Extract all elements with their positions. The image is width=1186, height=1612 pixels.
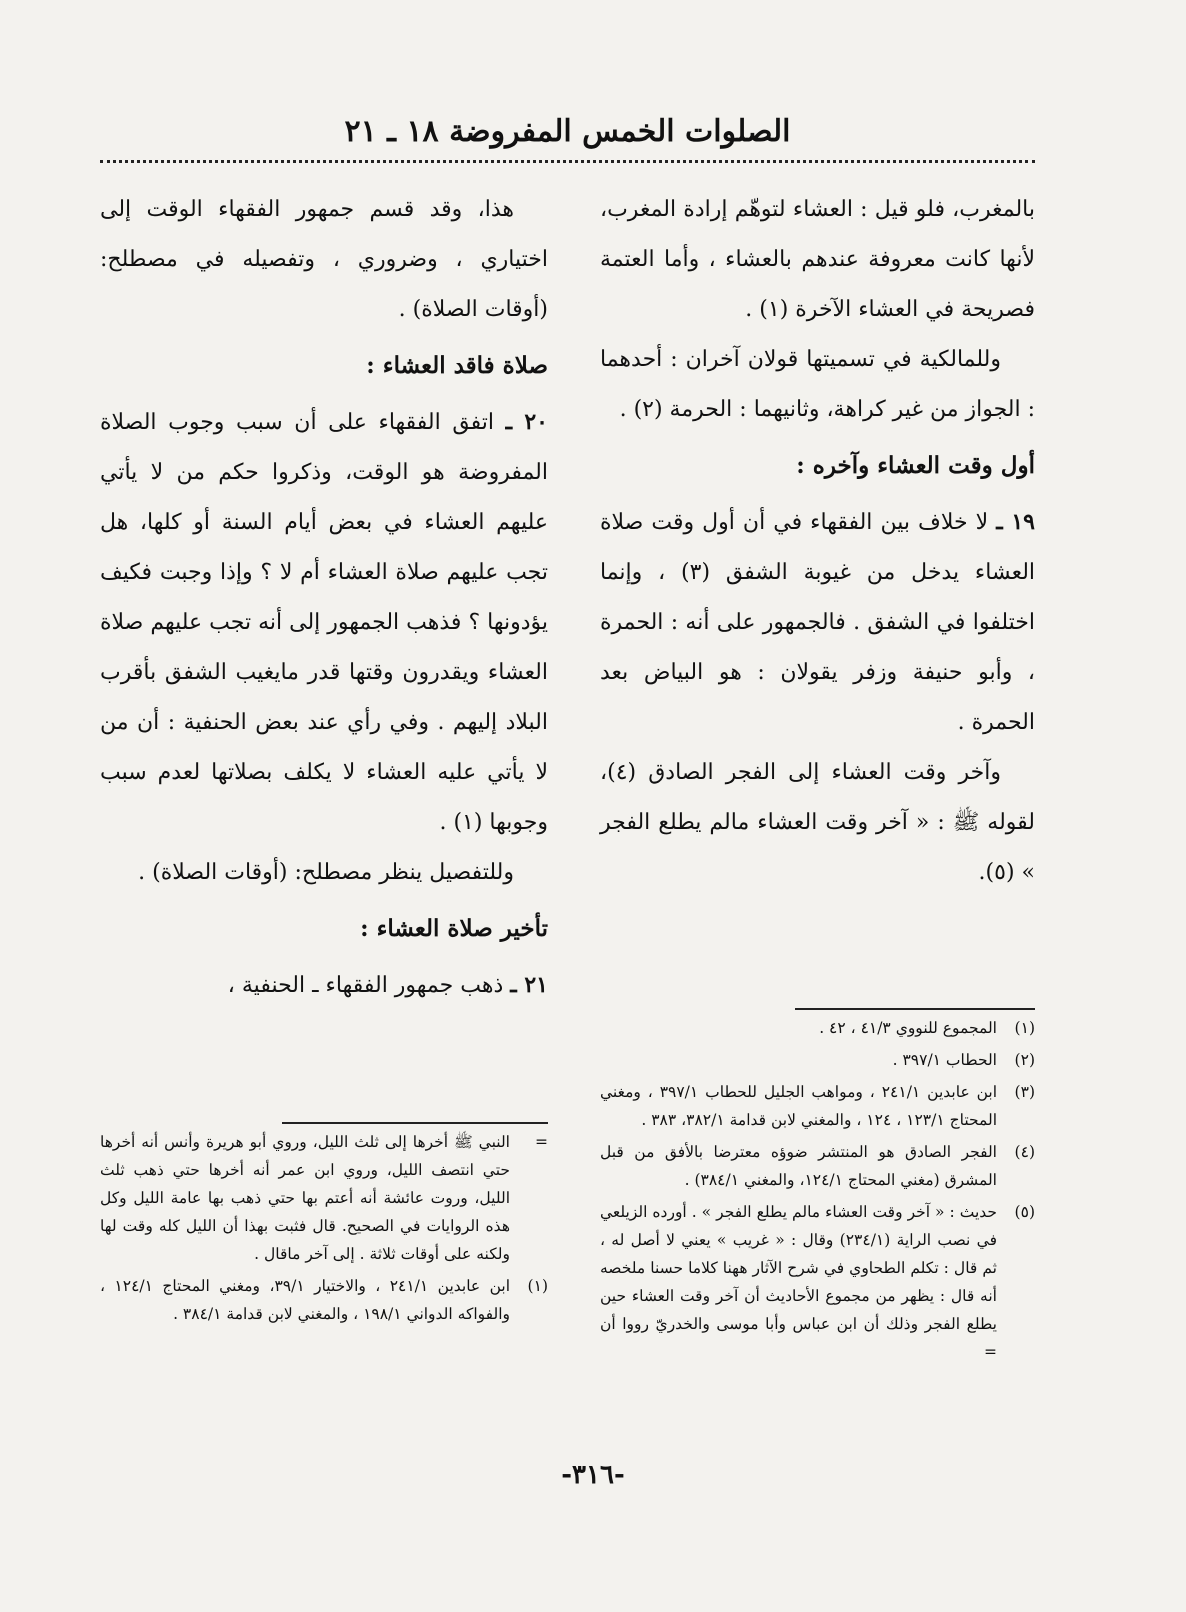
footnote-text: النبي ﷺ أخرها إلى ثلث الليل، وروي أبو هريرة وأنس أنه أخرها حتي انتصف الليل، وروي ابن عمر أنه أخرها حتي ذهب ثلث الليل، وروت عائشة أنه أعتم بها حتي ذهب بها عامة الليل وكل هذه الروايات في الصحيح. قال فثبت بهذا أن الليل كله وقت لها ولكنه على أوقات ثلاثة . إلى آخر ماقال . <box>100 1133 510 1263</box>
section-number: ٢٠ ـ <box>505 409 548 435</box>
footnote <box>100 1128 548 1268</box>
footnote-marker: (٤) <box>1014 1143 1035 1161</box>
paragraph-text: اتفق الفقهاء على أن سبب وجوب الصلاة المفروضة هو الوقت، وذكروا حكم من لا يأتي عليهم العشاء في بعض أيام السنة أو كلها، هل تجب عليهم صلاة العشاء أم لا ؟ وإذا وجبت فكيف يؤدونها ؟ فذهب الجمهور إلى أنه تجب عليهم صلاة العشاء ويقدرون وقتها قدر مايغيب الشفق بأقرب البلاد إليهم . وفي رأي عند بعض الحنفية : أن من لا يأتي عليه العشاء لا يكلف بصلاتها لعدم سبب وجوبها (١) . <box>100 410 548 835</box>
footnote <box>600 1198 1035 1366</box>
paragraph <box>600 497 1035 748</box>
footnote-text: ابن عابدين ٢٤١/١ ، ومواهب الجليل للحطاب ٣٩٧/١ ، ومغني المحتاج ١٢٣/١ ، ١٢٤ ، والمغني لابن قدامة ٣٨٢/١، ٣٨٣ . <box>600 1083 998 1129</box>
paragraph: وللمالكية في تسميتها قولان آخران : أحدهما : الجواز من غير كراهة، وثانيهما : الحرمة (٢) . <box>600 347 1035 422</box>
running-header: الصلوات الخمس المفروضة ١٨ ـ ٢١ <box>344 114 791 149</box>
footnotes-left <box>100 1128 548 1332</box>
section-heading: تأخير صلاة العشاء : <box>360 915 548 942</box>
paragraph <box>100 397 548 848</box>
footnote-text: الحطاب ٣٩٧/١ . <box>892 1051 997 1069</box>
footnote-marker: (٢) <box>1014 1051 1035 1069</box>
paragraph <box>100 960 548 1011</box>
paragraph-text: لا خلاف بين الفقهاء في أن أول وقت صلاة العشاء يدخل من غيوبة الشفق (٣) ، وإنما اختلفوا في الشفق . فالجمهور على أنه : الحمرة ، وأبو حنيفة وزفر يقولان : هو البياض بعد الحمرة . <box>600 510 1036 735</box>
footnote <box>100 1272 548 1328</box>
right-column <box>600 185 1035 898</box>
footnote-marker: (٥) <box>1014 1203 1035 1221</box>
footnote <box>600 1078 1035 1134</box>
section-heading: أول وقت العشاء وآخره : <box>796 452 1035 479</box>
footnote <box>600 1014 1035 1042</box>
footnote <box>600 1046 1035 1074</box>
left-column <box>100 185 548 1011</box>
paragraph: وآخر وقت العشاء إلى الفجر الصادق (٤)، لقوله ﷺ : « آخر وقت العشاء مالم يطلع الفجر » (٥). <box>600 760 1035 885</box>
footnote-text: ابن عابدين ٢٤١/١ ، والاختيار ٣٩/١، ومغني المحتاج ١٢٤/١ ، والفواكه الدواني ١٩٨/١ ، والمغني لابن قدامة ٣٨٤/١ . <box>100 1277 511 1323</box>
footnote-text: الفجر الصادق هو المنتشر ضوؤه معترضا بالأفق من قبل المشرق (مغني المحتاج ١٢٤/١، والمغني ٣٨٤/١) . <box>600 1143 997 1189</box>
section-heading: صلاة فاقد العشاء : <box>366 352 548 379</box>
footnote-text: المجموع للنووي ٤١/٣ ، ٤٢ . <box>819 1019 997 1037</box>
footnotes-right <box>600 1014 1035 1370</box>
section-number: ١٩ ـ <box>996 509 1035 535</box>
paragraph-text: ذهب جمهور الفقهاء ـ الحنفية ، <box>227 973 504 998</box>
footnote-text: حديث : « آخر وقت العشاء مالم يطلع الفجر » . أورده الزيلعي في نصب الراية (٢٣٤/١) وقال : « غريب » يعني لا أصل له ، ثم قال : تكلم الطحاوي في شرح الآثار ههنا كلاما حسنا ملخصه أنه قال : يظهر من مجموع الأحاديث أن آخر وقت العشاء حين يطلع الفجر وذلك أن ابن عباس وأبا موسى والخدريّ رووا أن = <box>600 1203 997 1361</box>
footnote-separator <box>795 1008 1035 1010</box>
footnote-marker: (١) <box>527 1277 548 1295</box>
footnote-separator <box>282 1122 548 1124</box>
paragraph: هذا، وقد قسم جمهور الفقهاء الوقت إلى اختياري ، وضروري ، وتفصيله في مصطلح: (أوقات الصلاة) . <box>100 197 548 322</box>
footnote <box>600 1138 1035 1194</box>
header-dotted-rule <box>100 160 1035 163</box>
page-number: -٣١٦- <box>561 1460 625 1490</box>
footnote-marker: (١) <box>1014 1019 1035 1037</box>
footnote-marker: = <box>535 1133 548 1151</box>
paragraph: بالمغرب، فلو قيل : العشاء لتوهّم إرادة المغرب، لأنها كانت معروفة عندهم بالعشاء ، وأما العتمة فصريحة في العشاء الآخرة (١) . <box>600 197 1035 322</box>
section-number: ٢١ ـ <box>510 972 548 998</box>
paragraph: وللتفصيل ينظر مصطلح: (أوقات الصلاة) . <box>138 860 514 885</box>
footnote-marker: (٣) <box>1014 1083 1035 1101</box>
